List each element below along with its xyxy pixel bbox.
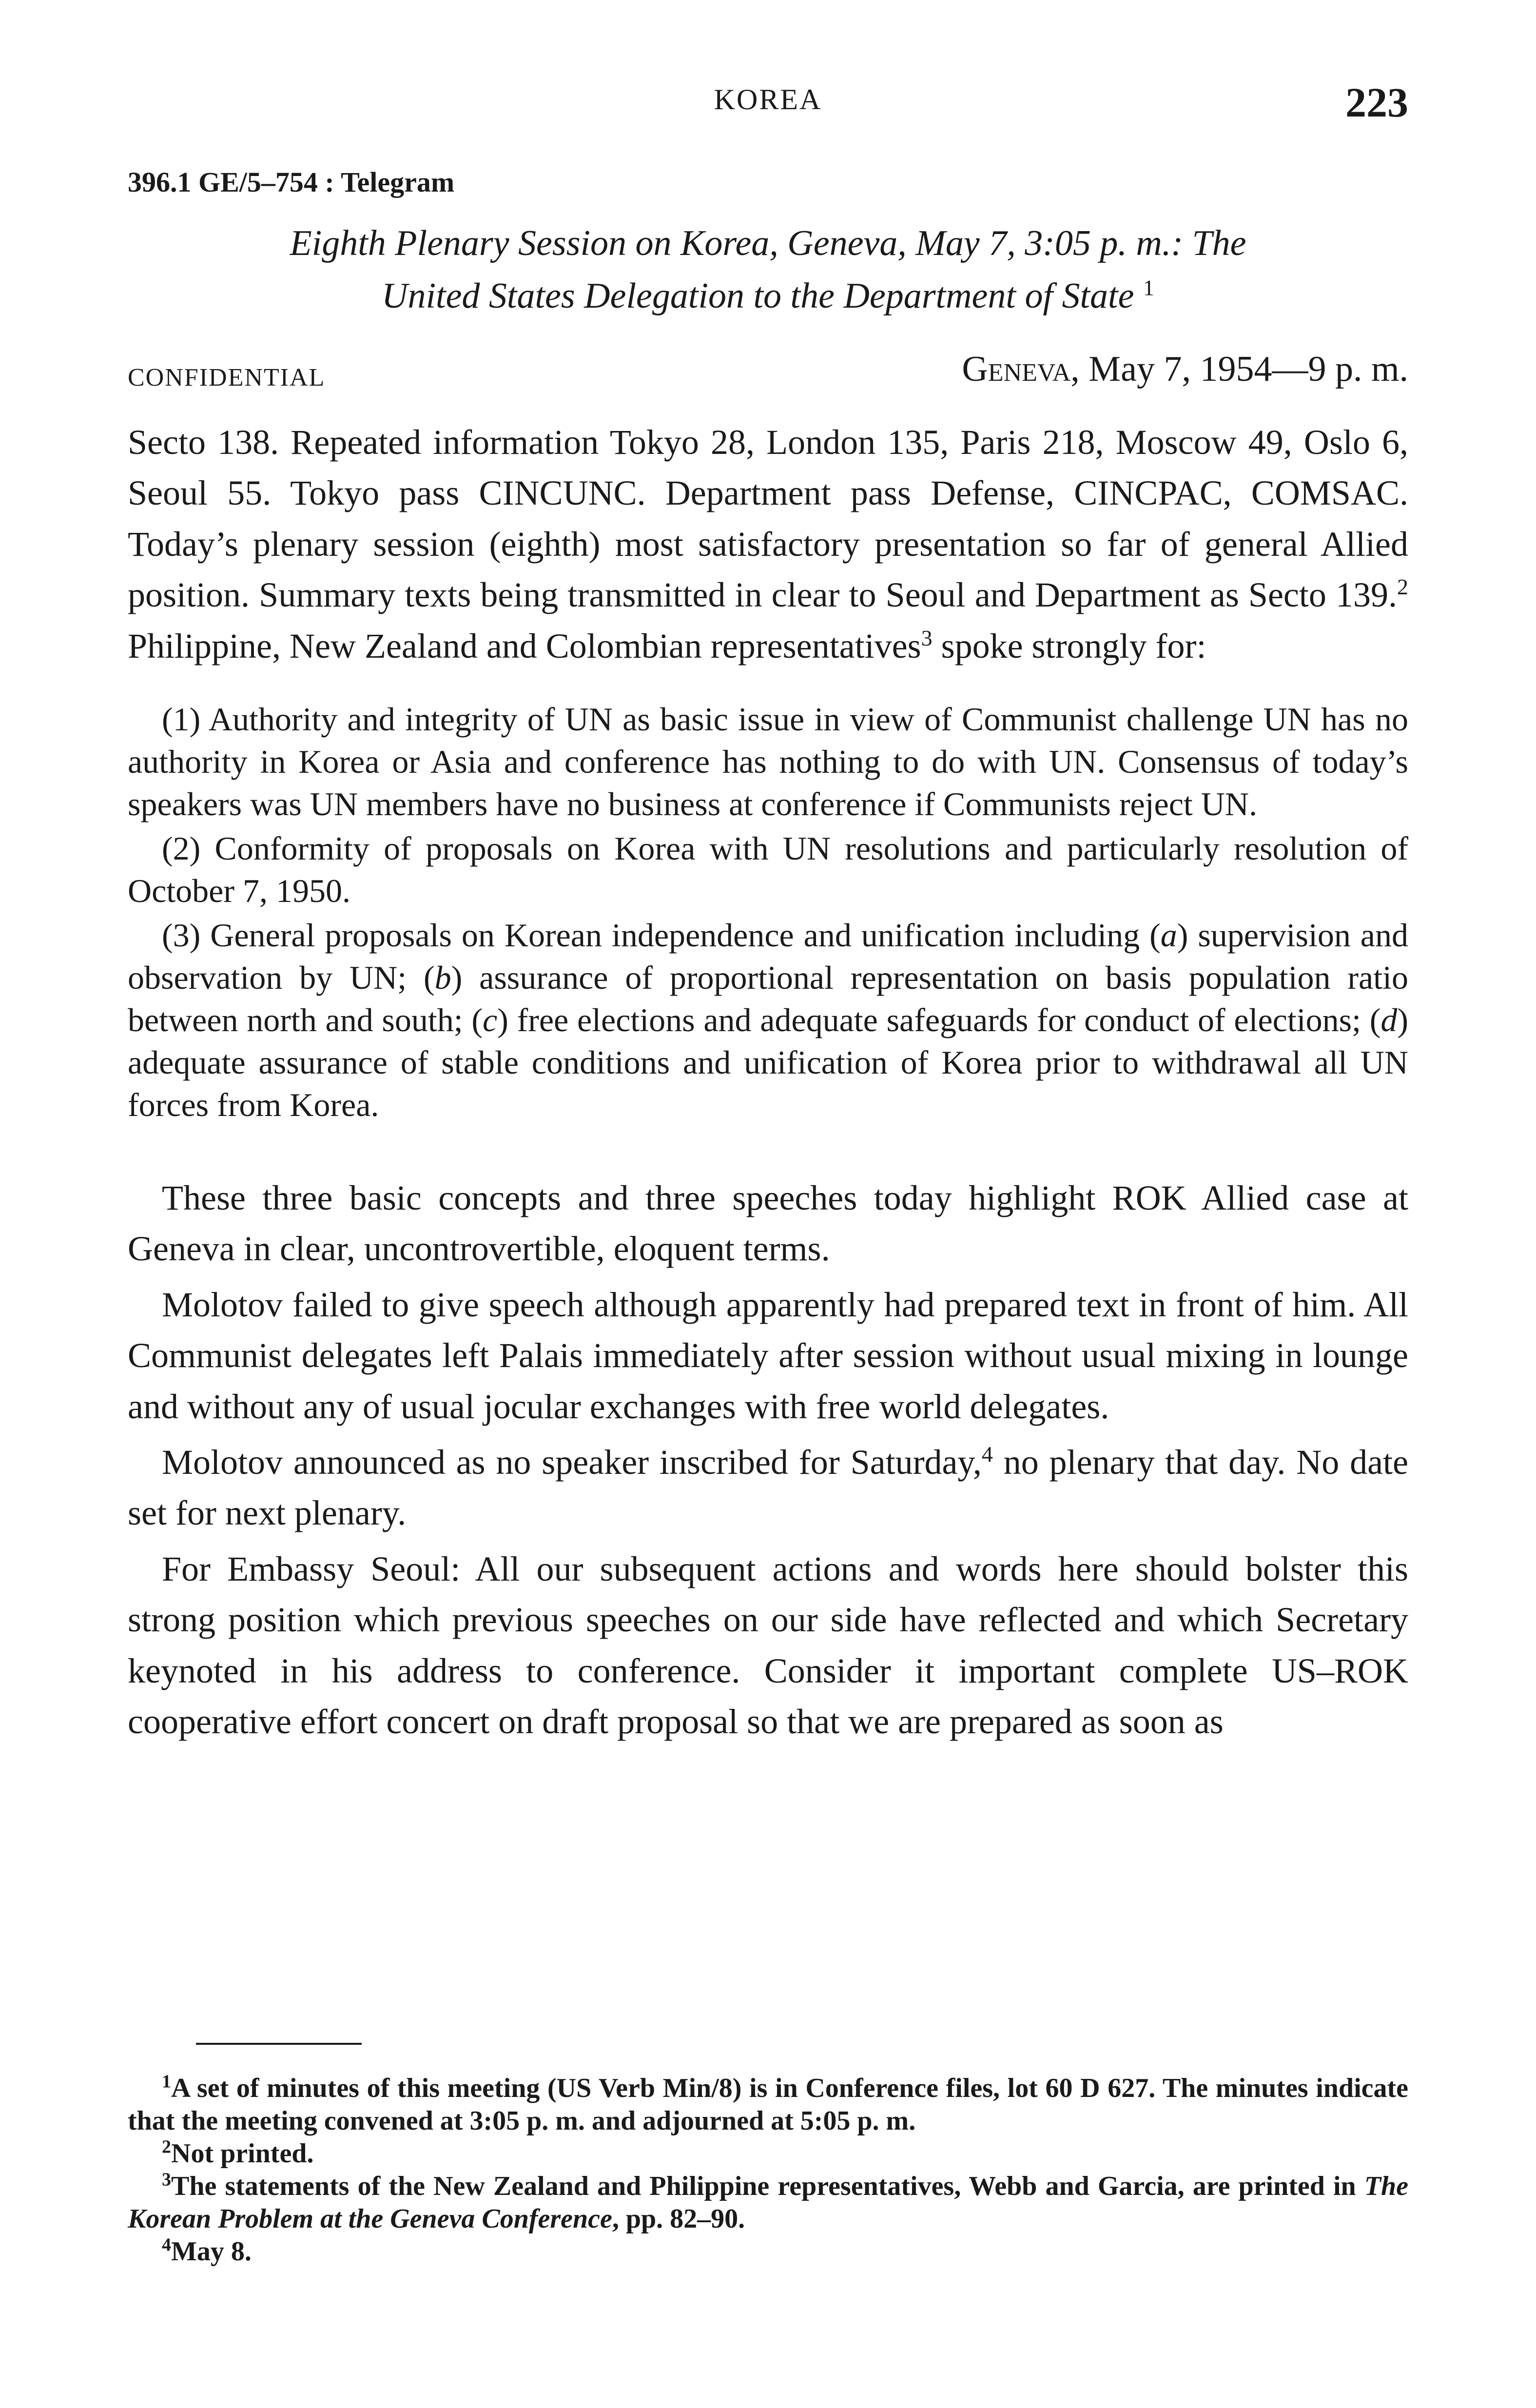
footnote-4-mark: 4 <box>162 2234 171 2255</box>
item3-text-b: ) supervision and observation by UN; ( <box>128 917 1408 997</box>
footnote-4-text: May 8. <box>171 2236 252 2267</box>
list-item <box>128 914 1408 1126</box>
paragraph-intro-text-c: spoke strongly for: <box>932 626 1206 666</box>
running-head <box>0 78 1536 126</box>
classification-label: CONFIDENTIAL <box>128 364 326 392</box>
footnote-1 <box>128 2072 1408 2137</box>
paragraph-molotov-speech: Molotov failed to give speech although apparently had prepared text in front of him. All Communist delegates left Palais immediately after session without usual mixing in lounge and without any of usual jocular exchanges with free world delegates. <box>128 1285 1408 1426</box>
title-line-1: Eighth Plenary Session on Korea, Geneva, May 7, 3:05 p. m.: The <box>290 223 1246 263</box>
paragraph-next-plenary <box>128 1437 1408 1539</box>
paragraph-intro-text-a: Secto 138. Repeated information Tokyo 28, London 135, Paris 218, Moscow 49, Oslo 6, Seoul 55. Tokyo pass CINCUNC. Department pass Defense, CINCPAC, COMSAC. Today’s plenary session (eighth) most satisfactory presentation so far of general Allied position. Summary texts being transmitted in clear to Seoul and Department as Secto 139. <box>128 423 1408 615</box>
item3-text-a: (3) General proposals on Korean independence and unification including ( <box>162 917 1161 954</box>
document-title <box>128 217 1408 322</box>
title-footnote-mark: 1 <box>1143 275 1154 300</box>
footnote-3-title: The Korean Problem at the Geneva Conference <box>128 2171 1408 2234</box>
item3-text-c: ) assurance of proportional representation on basis population ratio between north and south; ( <box>128 959 1408 1039</box>
paragraph-intro <box>128 417 1408 671</box>
item3-letter-d: d <box>1380 1001 1398 1039</box>
telegram-body <box>128 417 1408 1747</box>
title-line-2-text: United States Delegation to the Department of State <box>382 276 1134 316</box>
item3-text-e: ) adequate assurance of stable conditions and unification of Korea prior to withdrawal all UN forces from Korea. <box>128 1001 1408 1124</box>
title-line-2 <box>128 270 1408 322</box>
item3-letter-c: c <box>483 1001 498 1039</box>
item3-text-d: ) free elections and adequate safeguards for conduct of elections; ( <box>497 1001 1381 1039</box>
footnote-3-text-b: , pp. 82–90. <box>612 2204 745 2234</box>
file-reference: 396.1 GE/5–754 : Telegram <box>128 166 455 198</box>
footnote-4 <box>128 2235 1408 2268</box>
paragraph-embassy-seoul: For Embassy Seoul: All our subsequent actions and words here should bolster this strong position which previous speeches on our side have reflected and which Secretary keynoted in his address to conference. Consider it important complete US–ROK cooperative effort concert on draft proposal so that we are prepared as soon as <box>128 1549 1408 1742</box>
footnote-ref-2: 2 <box>1397 574 1408 600</box>
item3-letter-b: b <box>434 959 451 997</box>
footnote-2-text: Not printed. <box>171 2138 314 2169</box>
page-number: 223 <box>1345 79 1408 126</box>
footnote-2 <box>128 2137 1408 2170</box>
footnote-divider <box>196 2043 362 2045</box>
dateline-date: , May 7, 1954—9 p. m. <box>1070 349 1408 389</box>
footnote-ref-4: 4 <box>981 1442 993 1467</box>
paragraph-intro-text-b: Philippine, New Zealand and Colombian representatives <box>128 626 921 666</box>
footnote-3-mark: 3 <box>162 2169 171 2190</box>
footnote-3-text-a: The statements of the New Zealand and Philippine representatives, Webb and Garcia, are printed in <box>171 2171 1364 2201</box>
list-item: (1) Authority and integrity of UN as basic issue in view of Communist challenge UN has no authority in Korea or Asia and conference has nothing to do with UN. Consensus of today’s speakers was UN members have no business at conference if Communists reject UN. <box>128 701 1408 823</box>
dateline-place: Geneva <box>962 349 1071 389</box>
footnotes <box>128 2072 1408 2268</box>
list-item: (2) Conformity of proposals on Korea with UN resolutions and particularly resolution of October 7, 1950. <box>128 830 1408 910</box>
paragraph-concepts: These three basic concepts and three speeches today highlight ROK Allied case at Geneva in clear, uncontrovertible, eloquent terms. <box>128 1178 1408 1269</box>
paragraph-next-plenary-text-b: no plenary that day. No date set for next plenary. <box>128 1443 1409 1533</box>
paragraph-next-plenary-text-a: Molotov announced as no speaker inscribed for Saturday, <box>162 1443 982 1482</box>
footnote-ref-3: 3 <box>921 625 933 650</box>
footnote-1-text: A set of minutes of this meeting (US Verb Min/8) is in Conference files, lot 60 D 627. The minutes indicate that the meeting convened at 3:05 p. m. and adjourned at 5:05 p. m. <box>128 2073 1408 2136</box>
running-title: KOREA <box>714 83 822 116</box>
numbered-list <box>128 698 1408 1126</box>
footnote-3 <box>128 2170 1408 2235</box>
footnote-1-mark: 1 <box>162 2071 171 2092</box>
footnote-2-mark: 2 <box>162 2136 171 2157</box>
dateline <box>962 349 1408 390</box>
item3-letter-a: a <box>1160 917 1177 954</box>
